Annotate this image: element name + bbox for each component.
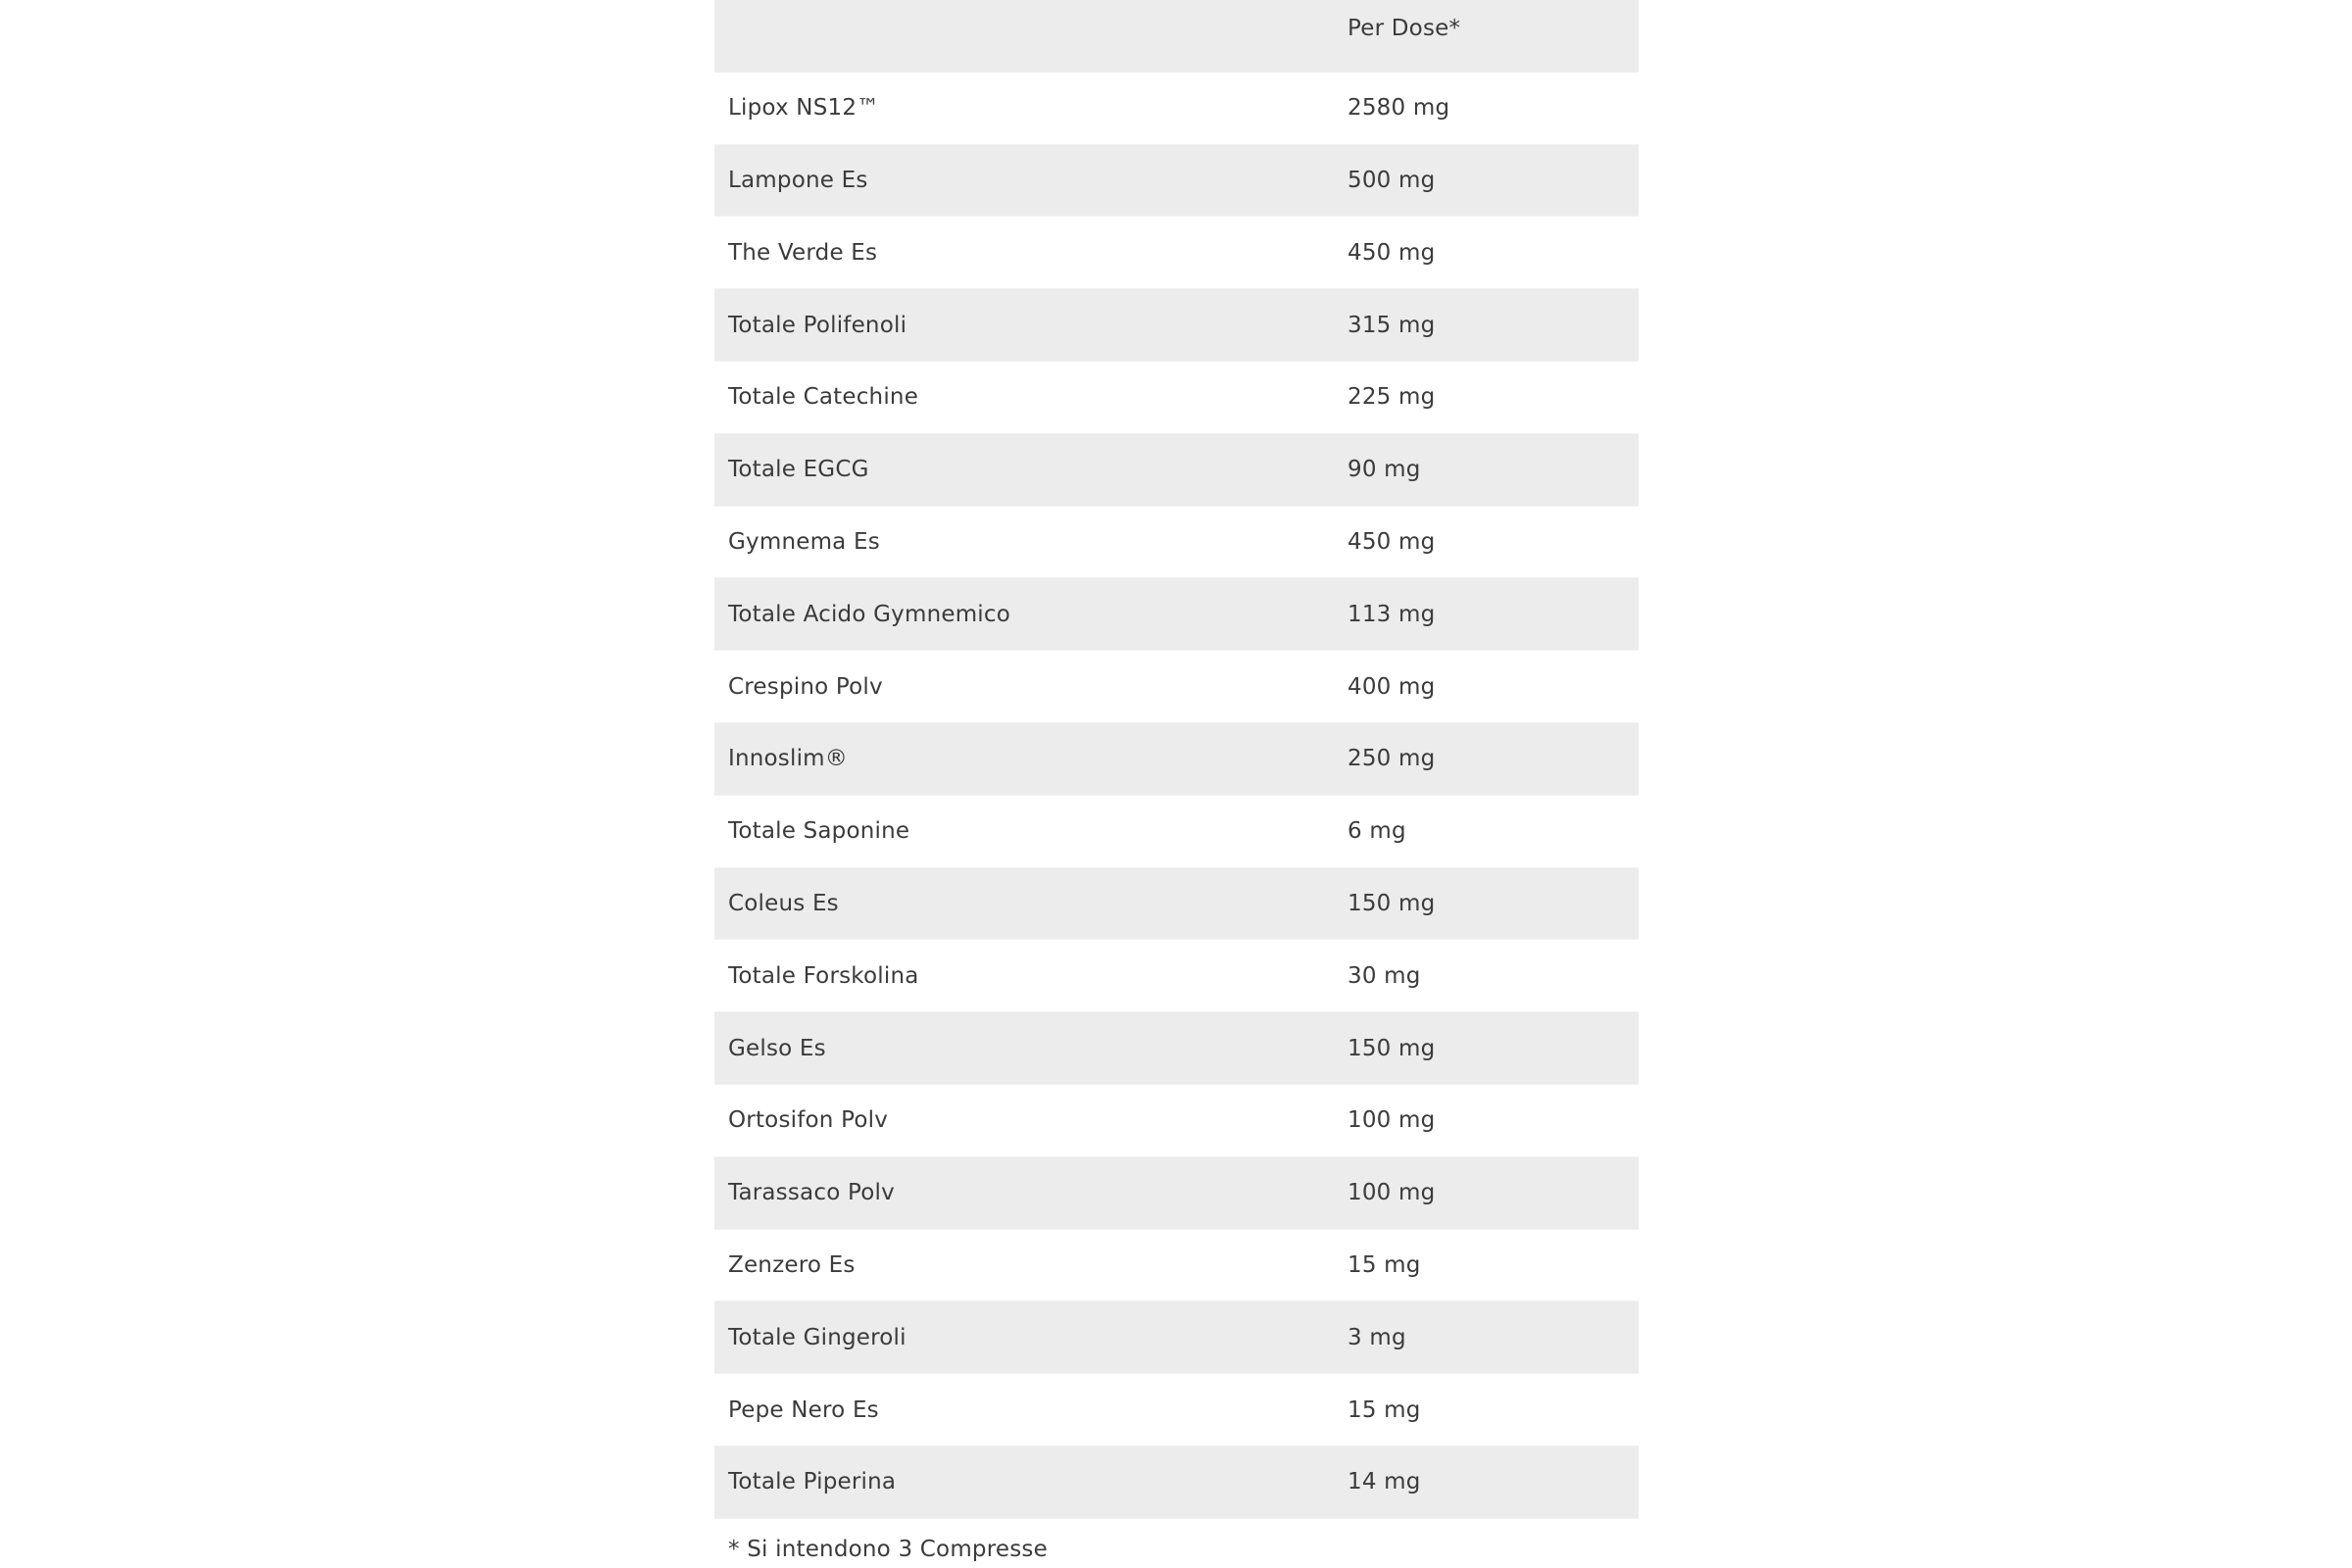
ingredient-dose: 225 mg [1348, 384, 1436, 411]
ingredient-name: Totale EGCG [728, 457, 869, 483]
table-row [714, 217, 1639, 289]
table-row [714, 796, 1639, 868]
table-row [714, 1157, 1639, 1230]
ingredient-dose: 14 mg [1348, 1469, 1421, 1495]
ingredient-dose: 3 mg [1348, 1324, 1406, 1350]
ingredient-dose: 250 mg [1348, 746, 1436, 772]
table-row [714, 940, 1639, 1012]
table-row [714, 651, 1639, 723]
ingredient-dose: 90 mg [1348, 457, 1421, 483]
ingredient-name: The Verde Es [728, 239, 878, 266]
ingredient-dose: 150 mg [1348, 1035, 1436, 1061]
ingredient-dose: 113 mg [1348, 601, 1436, 627]
ingredient-dose: 100 mg [1348, 1107, 1436, 1134]
header-dose-cell: Per Dose* [1348, 16, 1461, 41]
table-row [714, 1230, 1639, 1302]
ingredient-dose: 150 mg [1348, 890, 1436, 916]
ingredient-dose: 2580 mg [1348, 95, 1450, 122]
ingredient-name: Crespino Polv [728, 673, 883, 700]
ingredient-name: Coleus Es [728, 890, 839, 916]
dose-footnote: * Si intendono 3 Compresse [728, 1537, 1048, 1562]
supplement-facts-table [714, 0, 1639, 1519]
ingredient-name: Innoslim® [728, 746, 848, 772]
ingredient-dose: 315 mg [1348, 312, 1436, 338]
table-row [714, 73, 1639, 145]
table-header-row [714, 0, 1639, 73]
ingredient-name: Lipox NS12™ [728, 95, 880, 122]
table-row [714, 362, 1639, 434]
table-row [714, 434, 1639, 507]
ingredient-name: Totale Catechine [728, 384, 919, 411]
table-row [714, 1446, 1639, 1519]
table-row [714, 145, 1639, 218]
ingredient-name: Totale Polifenoli [728, 312, 907, 338]
ingredient-name: Totale Forskolina [728, 962, 919, 989]
table-row [714, 1085, 1639, 1157]
table-row [714, 723, 1639, 796]
ingredient-dose: 6 mg [1348, 818, 1406, 845]
ingredient-name: Tarassaco Polv [728, 1180, 895, 1206]
ingredient-name: Gelso Es [728, 1035, 826, 1061]
table-row [714, 507, 1639, 579]
ingredient-name: Gymnema Es [728, 528, 880, 555]
ingredient-dose: 30 mg [1348, 962, 1421, 989]
ingredient-name: Lampone Es [728, 167, 868, 193]
table-row [714, 1374, 1639, 1446]
table-row [714, 578, 1639, 651]
ingredient-dose: 450 mg [1348, 239, 1436, 266]
ingredient-dose: 450 mg [1348, 528, 1436, 555]
ingredient-dose: 100 mg [1348, 1180, 1436, 1206]
ingredient-dose: 15 mg [1348, 1251, 1421, 1278]
ingredient-name: Totale Piperina [728, 1469, 897, 1495]
ingredient-name: Zenzero Es [728, 1251, 856, 1278]
ingredient-name: Totale Gingeroli [728, 1324, 906, 1350]
ingredient-dose: 500 mg [1348, 167, 1436, 193]
table-row [714, 1012, 1639, 1085]
ingredient-dose: 15 mg [1348, 1396, 1421, 1423]
ingredient-dose: 400 mg [1348, 673, 1436, 700]
table-row [714, 289, 1639, 362]
ingredient-name: Ortosifon Polv [728, 1107, 889, 1134]
table-row [714, 868, 1639, 941]
table-row [714, 1301, 1639, 1374]
ingredient-name: Totale Acido Gymnemico [728, 601, 1011, 627]
ingredient-name: Pepe Nero Es [728, 1396, 879, 1423]
ingredient-name: Totale Saponine [728, 818, 910, 845]
